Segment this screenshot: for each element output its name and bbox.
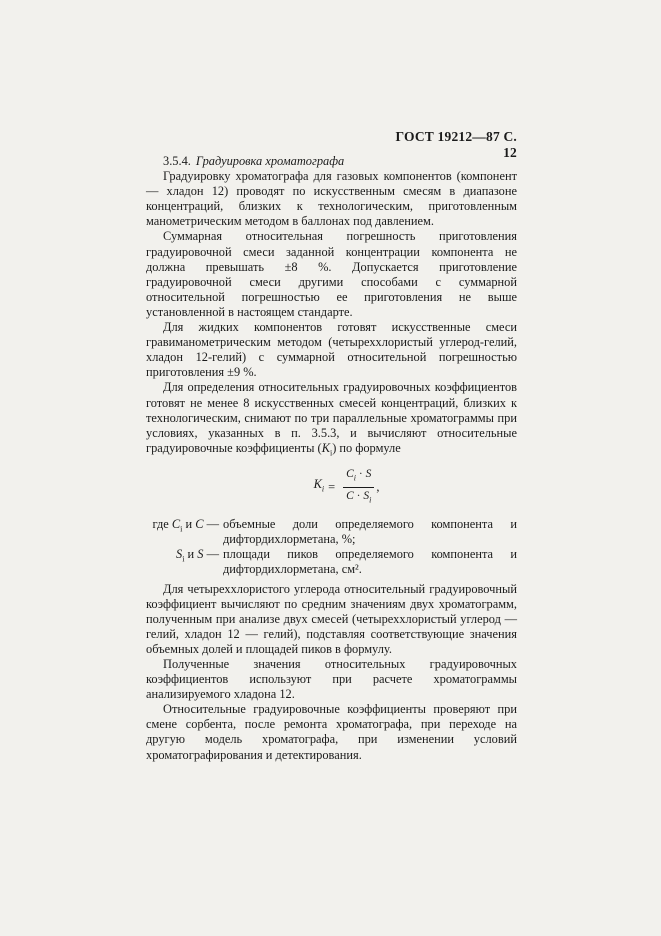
formula-comma: , xyxy=(376,479,380,494)
paragraph-7: Относительные градуировочные коэффициенты проверяют при смене сорбента, после ремонта хроматографа, при переходе на другую модель хроматографа, при изменении условий хроматографирования и детектирования. xyxy=(146,702,517,762)
definition-2-text: площади пиков определяемого компонента и дифтордихлорметана, см². xyxy=(223,547,517,577)
definition-2 xyxy=(146,547,517,577)
paragraph-4-text-a: Для определения относительных градуировочных коэффициентов готовят не менее 8 искусственных смесей концентраций, близких к технологическим, снимают по три параллельные хроматограммы при условиях, указанных в п. 3.5.3, и вычисляют относительные градуировочные коэффициенты ( xyxy=(146,380,517,455)
paragraph-4-text-b: ) по формуле xyxy=(332,440,401,455)
formula xyxy=(146,467,517,507)
definition-2-term: $S_i$ и S — xyxy=(176,547,219,564)
paragraph-5: Для четыреххлористого углерода относительный градуировочный коэффициент вычисляют по средним значениям двух хроматограмм, полученным при анализе двух смесей (четыреххлористый углерод — гелий, хладон 12 — гелий), подставляя соответствующие значения объемных долей и площадей пиков в формулу. xyxy=(146,581,517,656)
formula-lhs: $K_i$ xyxy=(313,477,325,494)
paragraph-6: Полученные значения относительных градуировочных коэффициентов используют при расчете хроматограммы анализируемого хладона 12. xyxy=(146,656,517,702)
definitions xyxy=(146,517,517,577)
coef-symbol: K xyxy=(321,440,330,455)
paragraph-4 xyxy=(146,380,517,460)
formula-equals: = xyxy=(328,479,336,494)
definition-1-text: объемные доли определяемого компонента и дифтордихлорметана, %; xyxy=(223,517,517,547)
section-heading xyxy=(146,154,517,169)
formula-numerator: $C_i \cdot S$ xyxy=(343,467,374,487)
paragraph-2: Суммарная относительная погрешность приготовления градуировочной смеси заданной концентрации компонента не должна превышать ±8 %. Допускается приготовление градуировочной смеси другими способами с суммарной относительной погрешностью ее приготовления не выше установленной в настоящем стандарте. xyxy=(146,229,517,319)
document-body xyxy=(146,154,517,763)
formula-fraction xyxy=(343,467,374,507)
coef-subscript: i xyxy=(329,448,333,458)
section-title: Градуировка хроматографа xyxy=(195,154,345,168)
definition-1 xyxy=(146,517,517,547)
page-header: ГОСТ 19212—87 С. 12 xyxy=(395,129,517,160)
paragraph-3: Для жидких компонентов готовят искусственные смеси гравиманометрическим методом (четыреххлористый углерод-гелий, хладон 12-гелий) с суммарной относительной погрешностью приготовления ±9 %. xyxy=(146,320,517,380)
paragraph-1: Градуировку хроматографа для газовых компонентов (компонент — хладон 12) проводят по искусственным смесям в диапазоне концентраций, близких к технологическим, приготовленным манометрическим методом в баллонах под давлением. xyxy=(146,169,517,229)
definition-1-term: где $C_i$ и C — xyxy=(152,517,219,534)
section-number: 3.5.4. xyxy=(163,154,191,168)
formula-denominator: $C \cdot S_i$ xyxy=(346,489,372,505)
